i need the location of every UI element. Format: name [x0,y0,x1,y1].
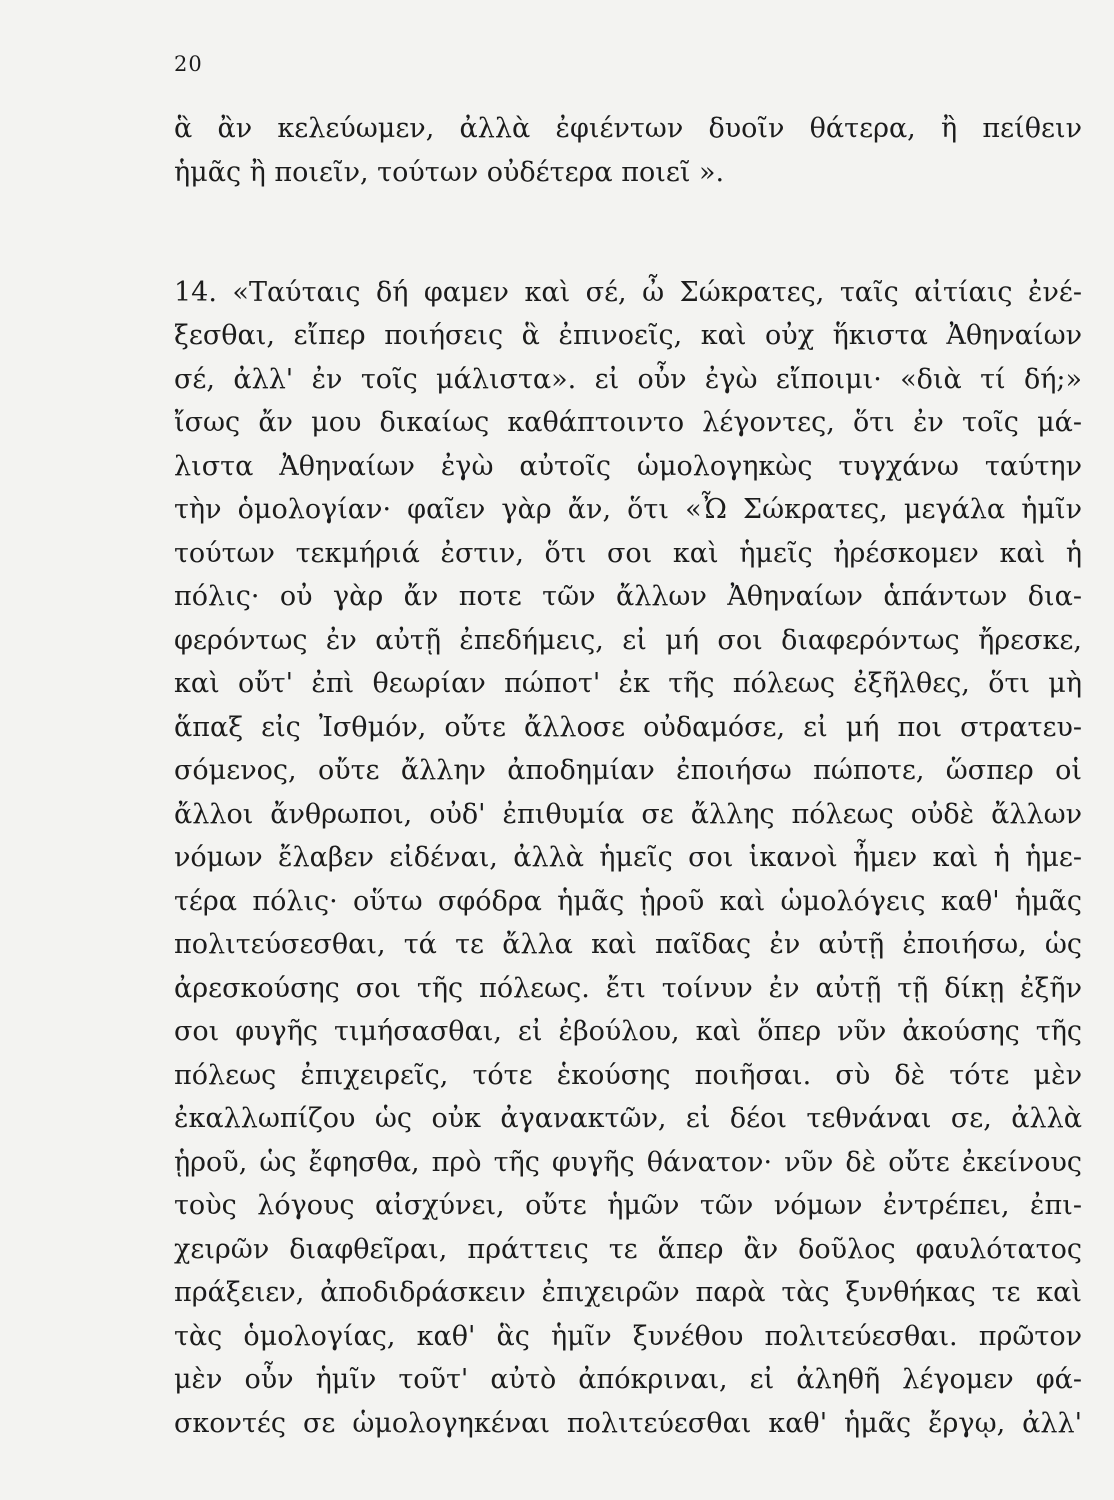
text-line: τὴν ὁμολογίαν· φαῖεν γὰρ ἄν, ὅτι «Ὦ Σώκρατες, μεγάλα ἡμῖν [174,494,1082,525]
text-line: ξεσθαι, εἴπερ ποιήσεις ἃ ἐπινοεῖς, καὶ οὐχ ἥκιστα Ἀθηναίων [174,320,1082,351]
text-line: λιστα Ἀθηναίων ἐγὼ αὐτοῖς ὡμολογηκὼς τυγχάνω ταύτην [174,450,1082,482]
page-number: 20 [174,52,203,76]
text-line: πολιτεύσεσθαι, τά τε ἄλλα καὶ παῖδας ἐν αὐτῇ ἐποιήσω, ὡς [174,929,1082,960]
text-line: σοι φυγῆς τιμήσασθαι, εἰ ἐβούλου, καὶ ὅπερ νῦν ἀκούσης τῆς [174,1016,1082,1047]
text-line: τοὺς λόγους αἰσχύνει, οὔτε ἡμῶν τῶν νόμων ἐντρέπει, ἐπι- [174,1190,1082,1221]
text-line: ἀρεσκούσης σοι τῆς πόλεως. ἔτι τοίνυν ἐν αὐτῇ τῇ δίκῃ ἐξῆν [174,972,1082,1004]
text-line: τὰς ὁμολογίας, καθ' ἃς ἡμῖν ξυνέθου πολιτεύεσθαι. πρῶτον [174,1320,1082,1352]
text-line: ἴσως ἄν μου δικαίως καθάπτοιντο λέγοντες, ὅτι ἐν τοῖς μά- [174,407,1082,438]
text-line: νόμων ἔλαβεν εἰδέναι, ἀλλὰ ἡμεῖς σοι ἱκανοὶ ἦμεν καὶ ἡ ἡμε- [174,842,1082,873]
text-line: φερόντως ἐν αὐτῇ ἐπεδήμεις, εἰ μή σοι διαφερόντως ἤρεσκε, [174,624,1082,656]
text-line: πράξειεν, ἀποδιδράσκειν ἐπιχειρῶν παρὰ τὰς ξυνθήκας τε καὶ [174,1277,1082,1308]
text-line: μὲν οὖν ἡμῖν τοῦτ' αὐτὸ ἀπόκριναι, εἰ ἀληθῆ λέγομεν φά- [174,1364,1082,1395]
text-line: ἃ ἂν κελεύωμεν, ἀλλὰ ἐφιέντων δυοῖν θάτερα, ἢ πείθειν [174,113,1082,144]
text-line: χειρῶν διαφθεῖραι, πράττεις τε ἅπερ ἂν δοῦλος φαυλότατος [174,1233,1082,1265]
text-line: ᾑροῦ, ὡς ἔφησθα, πρὸ τῆς φυγῆς θάνατον· νῦν δὲ οὔτε ἐκείνους [174,1146,1082,1178]
text-line: πόλεως ἐπιχειρεῖς, τότε ἑκούσης ποιῆσαι. σὺ δὲ τότε μὲν [174,1059,1082,1091]
text-line: ἡμᾶς ἢ ποιεῖν, τούτων οὐδέτερα ποιεῖ ». [174,156,725,188]
text-line: ἄλλοι ἄνθρωποι, οὐδ' ἐπιθυμία σε ἄλλης πόλεως οὐδὲ ἄλλων [174,798,1082,830]
text-line: καὶ οὔτ' ἐπὶ θεωρίαν πώποτ' ἐκ τῆς πόλεως ἐξῆλθες, ὅτι μὴ [174,668,1082,699]
text-line: ἐκαλλωπίζου ὡς οὐκ ἀγανακτῶν, εἰ δέοι τεθνάναι σε, ἀλλὰ [174,1103,1082,1134]
text-line: τούτων τεκμήριά ἐστιν, ὅτι σοι καὶ ἡμεῖς ἠρέσκομεν καὶ ἡ [174,537,1082,569]
text-line: τέρα πόλις· οὕτω σφόδρα ἡμᾶς ᾑροῦ καὶ ὡμολόγεις καθ' ἡμᾶς [174,885,1082,917]
text-line: ἅπαξ εἰς Ἰσθμόν, οὔτε ἄλλοσε οὐδαμόσε, εἰ μή ποι στρατευ- [174,711,1082,743]
text-line: σέ, ἀλλ' ἐν τοῖς μάλιστα». εἰ οὖν ἐγὼ εἴποιμι· «διὰ τί δή;» [174,363,1082,395]
text-line: 14. «Ταύταις δή φαμεν καὶ σέ, ὦ Σώκρατες, ταῖς αἰτίαις ἐνέ- [174,276,1082,308]
text-line: πόλις· οὐ γὰρ ἄν ποτε τῶν ἄλλων Ἀθηναίων ἁπάντων δια- [174,581,1082,612]
text-line: σόμενος, οὔτε ἄλλην ἀποδημίαν ἐποιήσω πώποτε, ὥσπερ οἱ [174,755,1082,786]
text-line: σκοντές σε ὡμολογηκέναι πολιτεύεσθαι καθ' ἡμᾶς ἔργῳ, ἀλλ' [174,1407,1082,1439]
